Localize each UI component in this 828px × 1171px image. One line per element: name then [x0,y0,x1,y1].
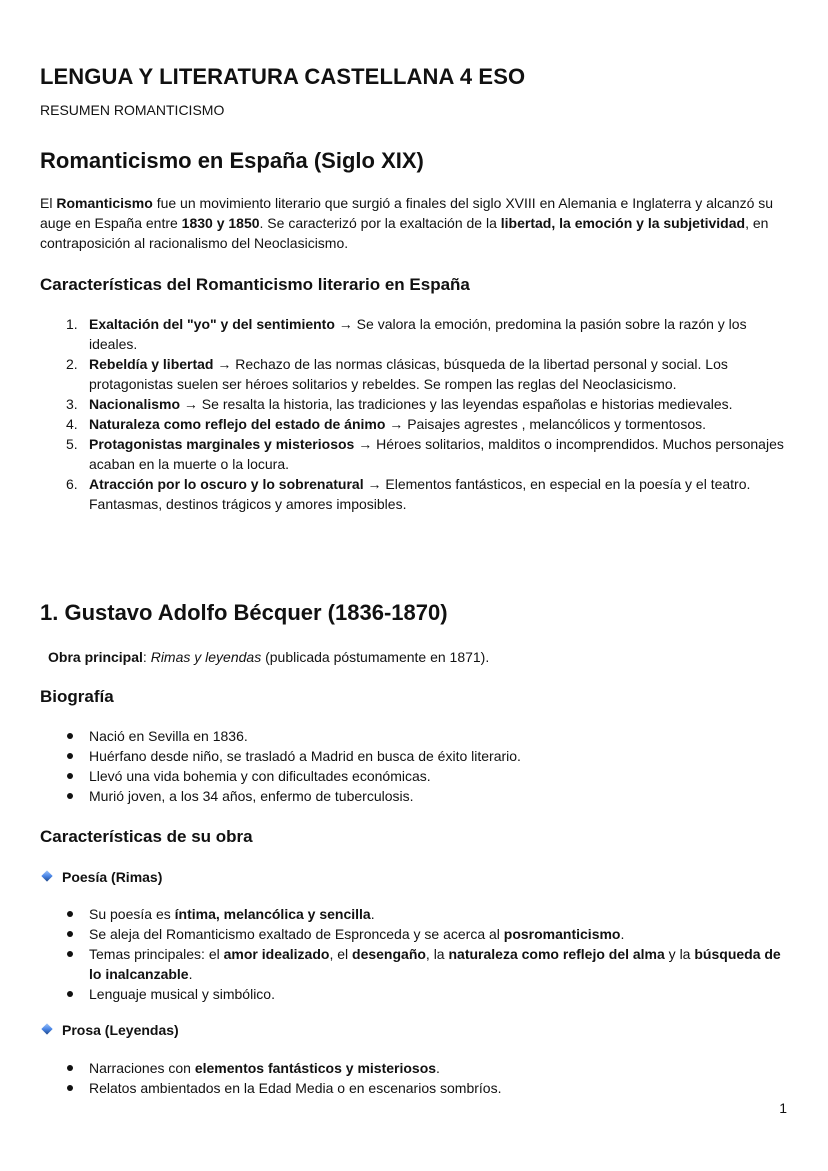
list-item: 3. Nacionalismo → Se resalta la historia, las tradiciones y las leyendas españolas e historias medievales. [66,396,733,412]
diamond-bullet-icon [41,1023,52,1034]
bullet-icon [67,951,73,957]
list-item: Huérfano desde niño, se trasladó a Madrid en busca de éxito literario. [40,746,792,766]
characteristics-heading: Características del Romanticismo literario en España [40,275,470,294]
list-item: 6. Atracción por lo oscuro y lo sobrenatural → Elementos fantásticos, en especial en la poesía y el teatro. Fantasmas, destinos trágicos y amores imposibles. [66,476,751,512]
list-item: Lenguaje musical y simbólico. [40,984,792,1004]
list-item: Llevó una vida bohemia y con dificultades económicas. [40,766,792,786]
section-heading-becquer: 1. Gustavo Adolfo Bécquer (1836-1870) [40,600,448,625]
list-item: Narraciones con elementos fantásticos y misteriosos. [40,1058,792,1078]
list-item: Se aleja del Romanticismo exaltado de Espronceda y se acerca al posromanticismo. [40,924,792,944]
bullet-icon [67,911,73,917]
bullet-icon [67,773,73,779]
diamond-bullet-icon [41,870,52,881]
intro-paragraph: El Romanticismo fue un movimiento literario que surgió a finales del siglo XVIII en Alemania e Inglaterra y alcanzó su auge en España entre 1830 y 1850. Se caracterizó por la exaltación de la libertad, la emoción y la subjetividad, en contraposición al racionalismo del Neoclasicismo. [40,195,774,251]
poetry-subheading: Poesía (Rimas) [40,869,340,887]
document-title: LENGUA Y LITERATURA CASTELLANA 4 ESO [40,64,526,89]
prose-subheading: Prosa (Leyendas) [40,1022,340,1040]
biography-heading: Biografía [40,687,114,706]
list-item: Nació en Sevilla en 1836. [40,726,792,746]
bullet-icon [67,733,73,739]
list-item: 2. Rebeldía y libertad → Rechazo de las normas clásicas, búsqueda de la libertad personal y social. Los protagonistas suelen ser héroes solitarios y rebeldes. Se rompen las reglas del Neoclasicismo. [66,356,728,392]
prose-list [40,1058,792,1098]
bullet-icon [67,1065,73,1071]
list-item: 1. Exaltación del "yo" y del sentimiento → Se valora la emoción, predomina la pasión sobre la razón y los ideales. [66,316,747,352]
list-item: Su poesía es íntima, melancólica y sencilla. [40,904,792,924]
bullet-icon [67,991,73,997]
poetry-list [40,904,792,1004]
document-subtitle: RESUMEN ROMANTICISMO [40,102,225,118]
section-heading-romanticismo: Romanticismo en España (Siglo XIX) [40,148,424,173]
biography-list [40,726,792,806]
bullet-icon [67,793,73,799]
main-work-line: Obra principal: Rimas y leyendas (publicada póstumamente en 1871). [48,649,490,665]
characteristics-list [40,314,792,514]
list-item: 5. Protagonistas marginales y misteriosos → Héroes solitarios, malditos o incomprendidos. Muchos personajes acaban en la muerte o la locura. [66,436,784,472]
bullet-icon [67,1085,73,1091]
list-item: Relatos ambientados en la Edad Media o en escenarios sombríos. [40,1078,792,1098]
bullet-icon [67,931,73,937]
list-item: Murió joven, a los 34 años, enfermo de tuberculosis. [40,786,792,806]
list-item: 4. Naturaleza como reflejo del estado de ánimo → Paisajes agrestes , melancólicos y tormentosos. [66,416,706,432]
works-heading: Características de su obra [40,827,253,846]
page-number: 1 [779,1100,787,1116]
bullet-icon [67,753,73,759]
list-item: Temas principales: el amor idealizado, el desengaño, la naturaleza como reflejo del alma y la búsqueda de lo inalcanzable. [40,944,792,984]
